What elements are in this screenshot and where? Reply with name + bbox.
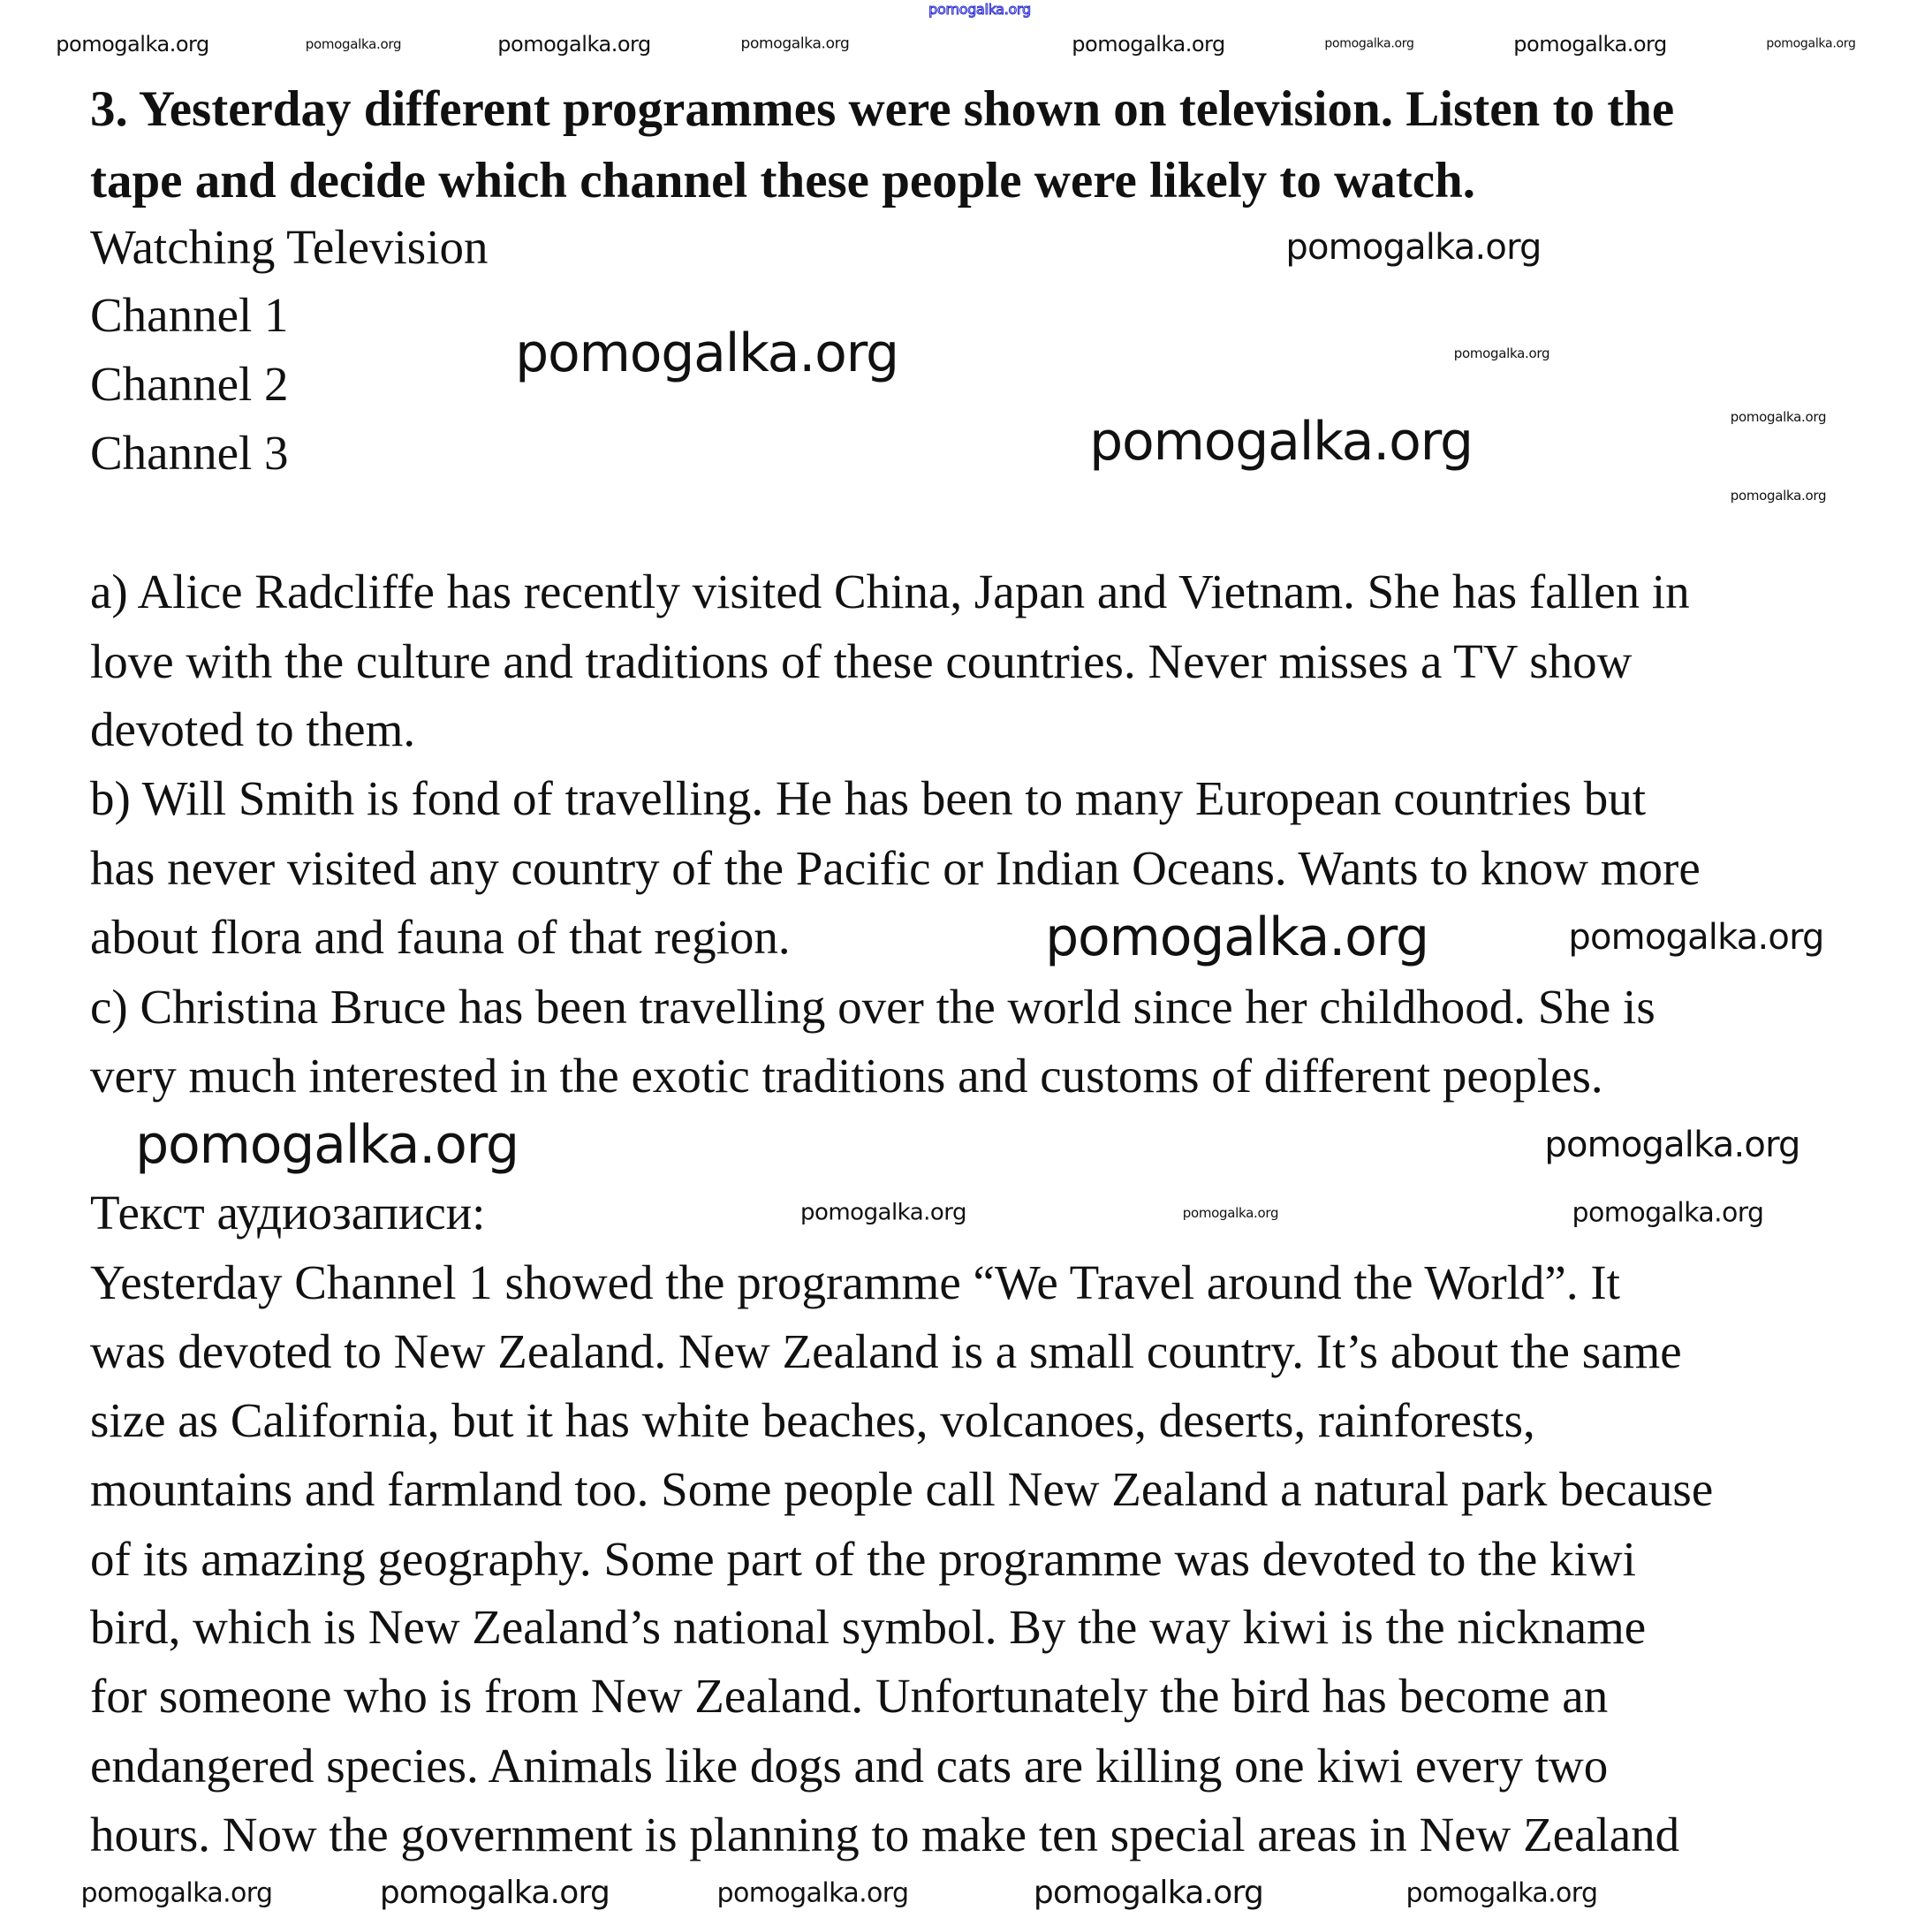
watermark: pomogalka.org — [1766, 36, 1856, 51]
watermark: pomogalka.org — [135, 1114, 519, 1176]
person-text-line: love with the culture and traditions of these countries. Never misses a TV show — [90, 634, 1633, 688]
watermark: pomogalka.org — [379, 1875, 610, 1912]
transcript-line: mountains and farmland too. Some people call New Zealand a natural park because — [90, 1462, 1714, 1516]
watermark: pomogalka.org — [1730, 408, 1827, 425]
watermark: pomogalka.org — [716, 1877, 909, 1909]
transcript-line: was devoted to New Zealand. New Zealand is a small country. It’s about the same — [90, 1324, 1682, 1378]
watermark: pomogalka.org — [497, 31, 651, 57]
watermark: pomogalka.org — [1568, 917, 1824, 958]
watermark: pomogalka.org — [515, 322, 898, 384]
watermark: pomogalka.org — [1513, 31, 1667, 57]
watermark: pomogalka.org — [80, 1877, 273, 1909]
channel-option: Channel 2 — [90, 357, 289, 411]
watermark: pomogalka.org — [1072, 31, 1225, 57]
channel-option: Channel 1 — [90, 288, 289, 342]
person-text-line: devoted to them. — [90, 702, 416, 756]
watermark: pomogalka.org — [1405, 1877, 1598, 1909]
person-text-line: about flora and fauna of that region. — [90, 910, 791, 964]
transcript-line: bird, which is New Zealand’s national symbol. By the way kiwi is the nickname — [90, 1600, 1647, 1654]
task-heading-line: 3. Yesterday different programmes were shown on television. Listen to the — [90, 81, 1675, 137]
transcript-line: size as California, but it has white beaches, volcanoes, deserts, rainforests, — [90, 1393, 1535, 1447]
watermark: pomogalka.org — [1324, 36, 1414, 51]
person-text-line: a) Alice Radcliffe has recently visited China, Japan and Vietnam. She has fallen in — [90, 565, 1690, 618]
transcript-line: endangered species. Animals like dogs and cats are killing one kiwi every two — [90, 1739, 1609, 1793]
options-title: Watching Television — [90, 220, 489, 274]
watermark: pomogalka.org — [305, 35, 402, 52]
person-text-line: b) Will Smith is fond of travelling. He has been to many European countries but — [90, 771, 1646, 825]
watermark: pomogalka.org — [1544, 1125, 1800, 1165]
task-heading-line: tape and decide which channel these people were likely to watch. — [90, 153, 1475, 208]
transcript-line: of its amazing geography. Some part of the programme was devoted to the kiwi — [90, 1532, 1636, 1586]
watermark: pomogalka.org — [1285, 227, 1542, 268]
watermark: pomogalka.org — [1453, 345, 1550, 361]
watermark: pomogalka.org — [1045, 906, 1428, 968]
person-text-line: c) Christina Bruce has been travelling over the world since her childhood. She is — [90, 980, 1655, 1034]
person-text-line: has never visited any country of the Pacific or Indian Oceans. Wants to know more — [90, 841, 1701, 895]
channel-option: Channel 3 — [90, 426, 289, 480]
watermark: pomogalka.org — [928, 1, 1031, 19]
transcript-title: Текст аудиозаписи: — [90, 1186, 486, 1239]
watermark: pomogalka.org — [1730, 487, 1827, 504]
watermark: pomogalka.org — [1182, 1204, 1279, 1221]
watermark: pomogalka.org — [1572, 1197, 1764, 1229]
transcript-line: hours. Now the government is planning to make ten special areas in New Zealand — [90, 1808, 1680, 1861]
watermark: pomogalka.org — [56, 31, 209, 57]
watermark: pomogalka.org — [740, 34, 850, 53]
watermark: pomogalka.org — [1089, 411, 1473, 473]
watermark: pomogalka.org — [800, 1199, 966, 1226]
watermark: pomogalka.org — [1033, 1875, 1264, 1912]
transcript-line: Yesterday Channel 1 showed the programme “We Travel around the World”. It — [90, 1255, 1620, 1309]
person-text-line: very much interested in the exotic traditions and customs of different peoples. — [90, 1049, 1603, 1103]
transcript-line: for someone who is from New Zealand. Unfortunately the bird has become an — [90, 1669, 1609, 1723]
